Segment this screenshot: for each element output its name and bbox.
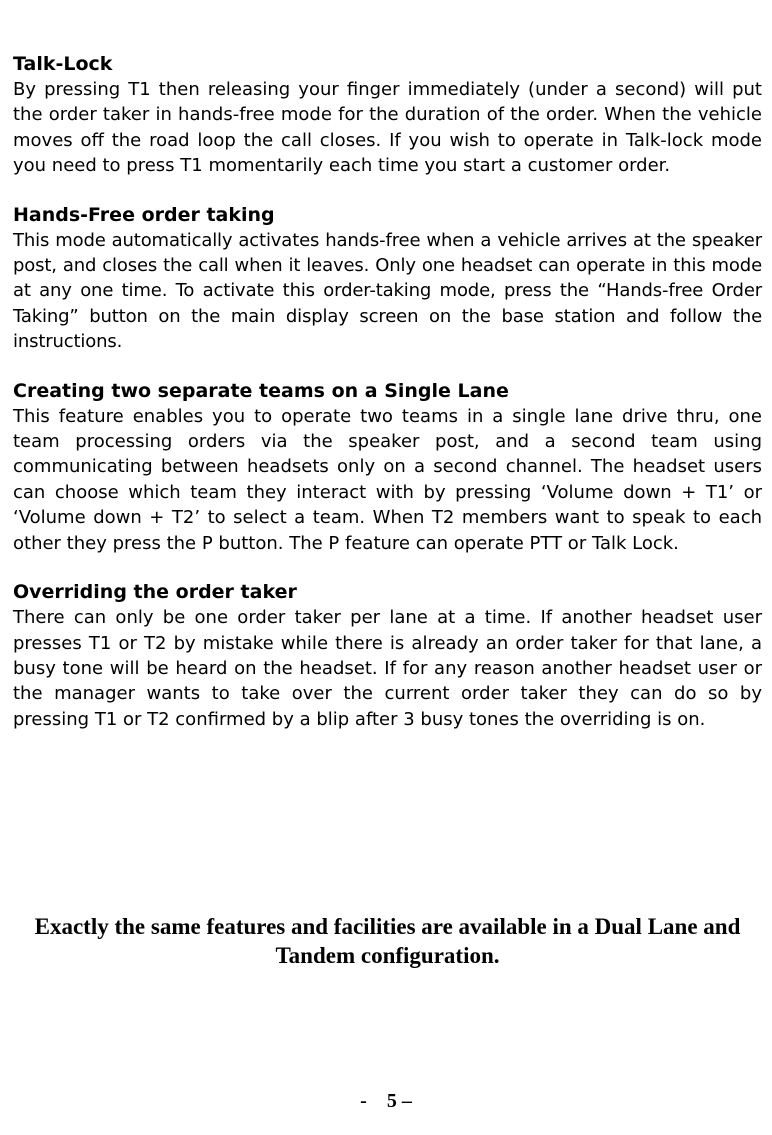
section-overriding [13,580,762,732]
page-number-text: - 5 – [360,1090,412,1112]
section-heading: Overriding the order taker [13,581,297,604]
section-paragraph: This feature enables you to operate two teams in a single lane drive thru, one team processing orders via the speaker post, and a second team using communicating between headsets only on a second channel. The headset users can choose which team they interact with by pressing ‘Volume down + T1’ or ‘Volume down + T2’ to select a team. When T2 members want to speak to each other they press the P button. The P feature can operate PTT or Talk Lock. [13,405,762,554]
section-paragraph: This mode automatically activates hands-free when a vehicle arrives at the speaker post, and closes the call when it leaves. Only one headset can operate in this mode at any one time. To activate this order-taking mode, press the “Hands-free Order Taking” button on the main display screen on the base station and follow the instructions. [13,229,762,353]
section-talk-lock [13,52,762,179]
section-heading: Hands-Free order taking [13,203,275,226]
section-two-teams [13,379,762,556]
section-heading: Creating two separate teams on a Single Lane [13,379,509,402]
section-hands-free [13,203,762,355]
document-body [13,52,762,756]
closing-note: Exactly the same features and facilities are available in a Dual Lane and Tandem configuration. [34,914,741,968]
section-heading: Talk-Lock [13,53,113,75]
page-number [0,1088,772,1114]
section-paragraph: By pressing T1 then releasing your finger immediately (under a second) will put the order taker in hands-free mode for the duration of the order. When the vehicle moves off the road loop the call closes. If you wish to operate in Talk-lock mode you need to press T1 momentarily each time you start a customer order. [13,79,762,177]
section-paragraph: There can only be one order taker per lane at a time. If another headset user presses T1 or T2 by mistake while there is already an order taker for that lane, a busy tone will be heard on the headset. If for any reason another headset user or the manager wants to take over the current order taker they can do so by pressing T1 or T2 confirmed by a blip after 3 busy tones the overriding is on. [13,607,762,730]
